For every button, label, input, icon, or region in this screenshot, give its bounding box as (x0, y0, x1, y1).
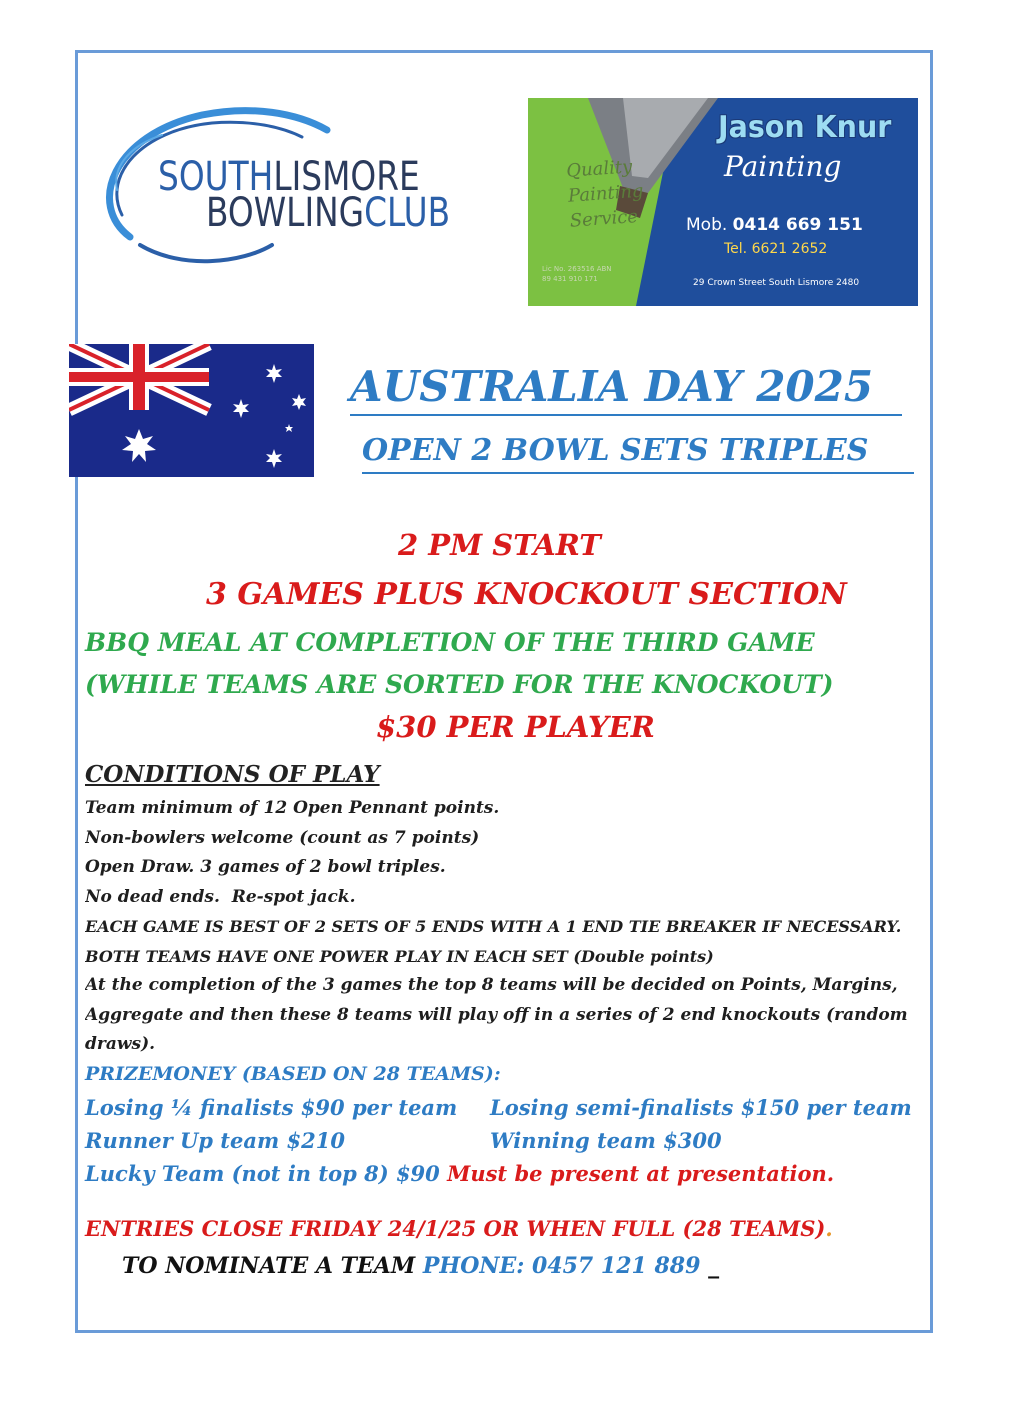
conditions-list (85, 794, 935, 1060)
event-title: AUSTRALIA DAY 2025 (350, 360, 902, 416)
prize-winner: Winning team $300 (490, 1128, 722, 1153)
condition-item: Open Draw. 3 games of 2 bowl triples. (85, 857, 446, 877)
prizemoney-heading: PRIZEMONEY (BASED ON 28 TEAMS): (85, 1063, 501, 1085)
bbq-note: BBQ MEAL AT COMPLETION OF THE THIRD GAME (WHILE TEAMS ARE SORTED FOR THE KNOCKOUT) (85, 628, 834, 699)
nominate-tail: _ (708, 1253, 720, 1279)
nominate-phone: PHONE: 0457 121 889 (422, 1253, 701, 1279)
entries-close: ENTRIES CLOSE FRIDAY 24/1/25 OR WHEN FULL (28 TEAMS). (85, 1216, 833, 1241)
prize-lucky-note: Must be present at presentation. (447, 1161, 835, 1186)
start-time: 2 PM START (398, 528, 601, 562)
event-subtitle: OPEN 2 BOWL SETS TRIPLES (362, 430, 914, 474)
sponsor-address: 29 Crown Street South Lismore 2480 (693, 278, 860, 288)
nominate-label: TO NOMINATE A TEAM (122, 1253, 416, 1279)
nominate-line (122, 1250, 719, 1282)
condition-item: BOTH TEAMS HAVE ONE POWER PLAY IN EACH SET (Double points) (85, 946, 714, 966)
condition-item: Non-bowlers welcome (count as 7 points) (85, 827, 480, 848)
sponsor-tel: Tel. 6621 2652 (724, 241, 828, 257)
prize-losing-semi: Losing semi-finalists $150 per team (490, 1095, 912, 1120)
sponsor-tagline: Quality Painting Service (565, 156, 645, 232)
club-name-line1: SOUTHLISMORE (158, 154, 420, 200)
prize-lucky (85, 1158, 834, 1190)
prize-losing-quarter: Losing ¼ finalists $90 per team (85, 1095, 458, 1120)
condition-item: Team minimum of 12 Open Pennant points. (85, 798, 500, 818)
sponsor-ad (528, 98, 918, 306)
sponsor-mobile: Mob. 0414 669 151 (686, 215, 863, 235)
prize-lucky-text: Lucky Team (not in top 8) $90 (85, 1161, 440, 1186)
club-logo (92, 95, 522, 270)
condition-item: EACH GAME IS BEST OF 2 SETS OF 5 ENDS WITH A 1 END TIE BREAKER IF NECESSARY. (85, 917, 902, 936)
sponsor-subtitle: Painting (724, 150, 842, 183)
club-name-line2: BOWLINGCLUB (206, 190, 451, 236)
sponsor-brand: Jason Knur (718, 110, 892, 145)
condition-item: No dead ends. Re-spot jack. (85, 886, 356, 907)
australian-flag-icon (69, 344, 314, 477)
event-format: 3 GAMES PLUS KNOCKOUT SECTION (206, 577, 847, 612)
conditions-heading: CONDITIONS OF PLAY (85, 761, 380, 788)
condition-item: At the completion of the 3 games the top 8 teams will be decided on Points, Margins, Aggregate and then these 8 teams will play off in a series of 2 end knockouts (random draws). (85, 975, 914, 1054)
sponsor-licence: Lic No. 263516 ABN 89 431 910 171 (542, 265, 612, 283)
price-per-player: $30 PER PLAYER (376, 710, 655, 744)
prize-runner-up: Runner Up team $210 (85, 1128, 345, 1153)
